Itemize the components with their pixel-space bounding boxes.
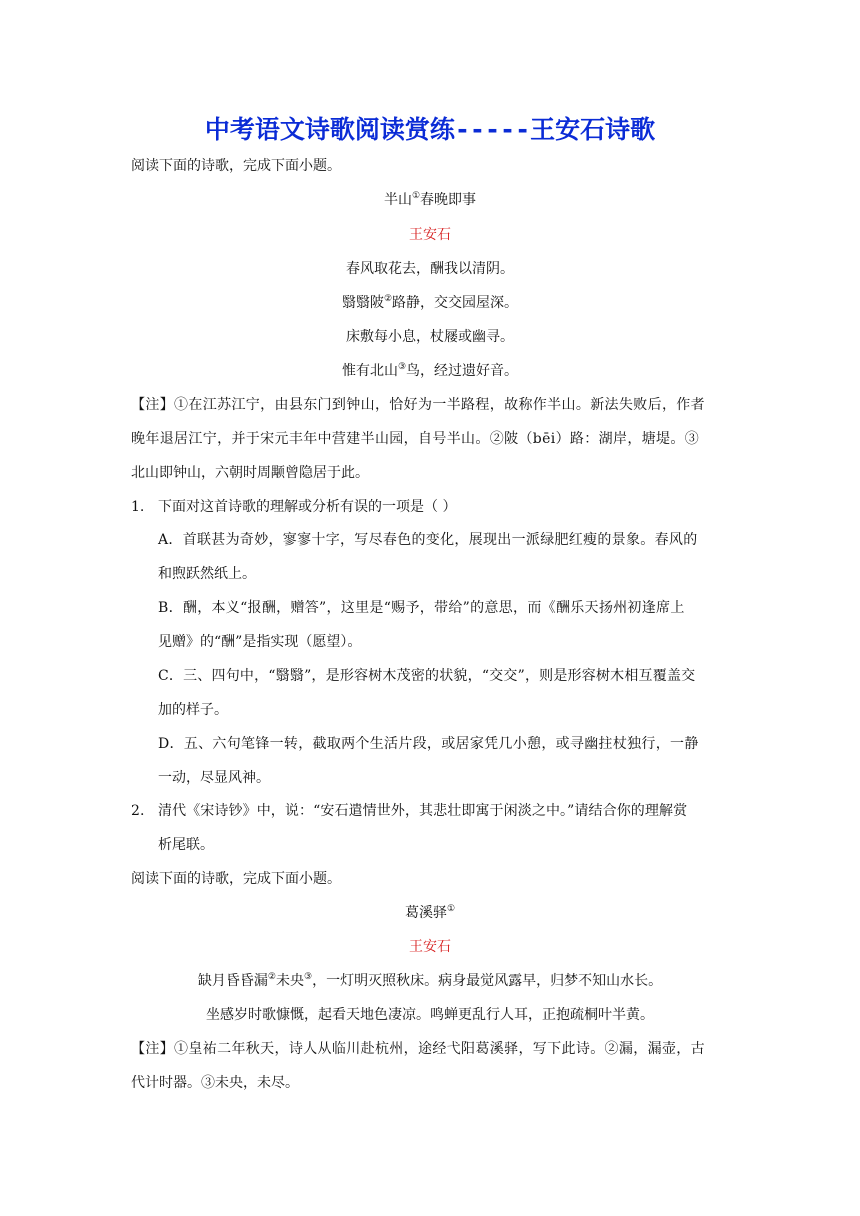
poem-line: 春风取花去，酬我以清阴。	[346, 261, 514, 277]
poem-line: 翳翳陂②路静，交交园屋深。	[341, 294, 519, 311]
poem-line: 坐感岁时歌慷慨，起看天地色凄凉。鸣蝉更乱行人耳，正抱疏桐叶半黄。	[206, 1007, 654, 1023]
note-text: 北山即钟山，六朝时周颙曾隐居于此。	[131, 465, 369, 481]
option-d-cont: 一动，尽显风神。	[158, 770, 270, 786]
poem-line: 床敷每小息，杖屦或幽寻。	[346, 329, 514, 345]
note-text: 【注】①皇祐二年秋天，诗人从临川赴杭州，途经弋阳葛溪驿，写下此诗。②漏，漏壶，古	[131, 1041, 705, 1057]
poem-author: 王安石	[409, 939, 451, 955]
poem-line: 缺月昏昏漏②未央③，一灯明灭照秋床。病身最觉风露早，归梦不知山水长。	[197, 972, 663, 989]
poem-title: 葛溪驿①	[404, 904, 456, 921]
option-a-cont: 和煦跃然纸上。	[158, 566, 256, 582]
option-b-cont: 见赠》的“酬”是指实现（愿望）。	[158, 634, 362, 650]
option-c-cont: 加的样子。	[158, 702, 228, 718]
question-1: 1. 下面对这首诗歌的理解或分析有误的一项是（ ）	[131, 499, 457, 515]
note-text: 晚年退居江宁，并于宋元丰年中营建半山园，自号半山。②陂（bēi）路：湖岸，塘堤。③	[131, 431, 700, 447]
question-2-cont: 析尾联。	[158, 837, 214, 853]
poem-author: 王安石	[409, 227, 451, 243]
question-2: 2. 清代《宋诗钞》中，说：“安石遣情世外，其悲壮即寓于闲淡之中。”请结合你的理解赏	[131, 803, 688, 819]
page-title: 中考语文诗歌阅读赏练-----王安石诗歌	[204, 115, 656, 144]
note-text: 【注】①在江苏江宁，由县东门到钟山，恰好为一半路程，故称作半山。新法失败后，作者	[131, 397, 705, 413]
option-b: B．酬，本义“报酬，赠答”，这里是“赐予，带给”的意思，而《酬乐天扬州初逢席上	[158, 600, 685, 616]
note-text: 代计时器。③未央，未尽。	[131, 1075, 299, 1091]
instruction-text: 阅读下面的诗歌，完成下面小题。	[131, 871, 341, 887]
option-c: C．三、四句中，“翳翳”，是形容树木茂密的状貌，“交交”，则是形容树木相互覆盖交	[158, 668, 696, 684]
poem-title: 半山①春晚即事	[383, 191, 477, 208]
instruction-text: 阅读下面的诗歌，完成下面小题。	[131, 158, 341, 174]
option-a: A．首联甚为奇妙，寥寥十字，写尽春色的变化，展现出一派绿肥红瘦的景象。春风的	[158, 532, 698, 548]
poem-line: 惟有北山③鸟，经过遗好音。	[341, 362, 519, 379]
option-d: D．五、六句笔锋一转，截取两个生活片段，或居家凭几小憩，或寻幽拄杖独行，一静	[158, 736, 699, 752]
